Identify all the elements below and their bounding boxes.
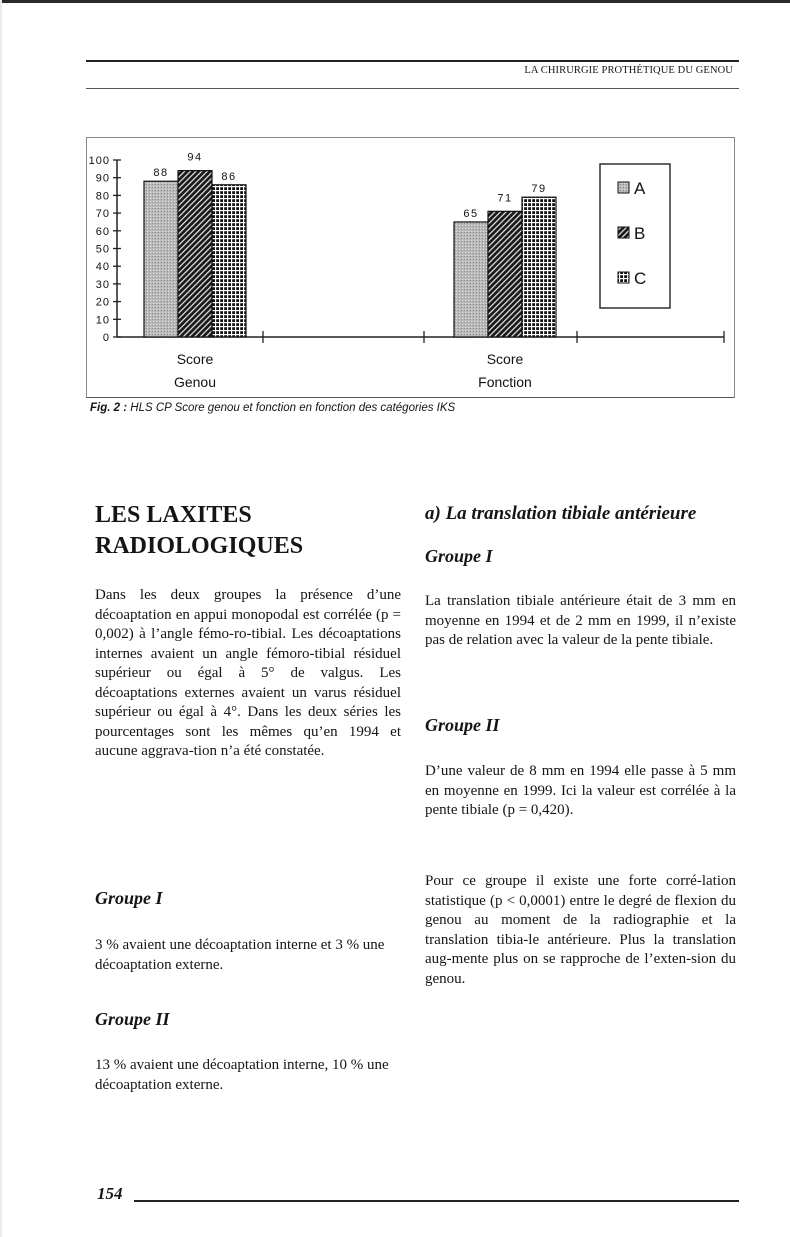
bar-A-1 xyxy=(454,222,488,337)
figure-caption-text: HLS CP Score genou et fonction en fonction des catégories IKS xyxy=(127,402,456,414)
right-group2-block2 xyxy=(425,872,736,989)
svg-text:90: 90 xyxy=(95,172,110,185)
bar-B-0 xyxy=(178,171,212,337)
left-group2-text: 13 % avaient une décoaptation interne, 10 % une décoaptation externe. xyxy=(95,1057,389,1093)
left-group1-title: Groupe I xyxy=(95,888,163,908)
intro-paragraph: Dans les deux groupes la présence d’une décoaptation en appui monopodal est corrélée (p = 0,002) à l’angle fémo-ro-tibial. Les décoaptations internes avaient un angle fémoro-tibial résiduel supérieur ou égal à 5° de valgus. Les décoaptations externes avaient un varus résiduel supérieur ou égal à 4°. Dans les deux séries les pourcentages sont les mêmes qu’en 1994 et aucune aggrava-tion n’a été constatée. xyxy=(95,587,401,759)
svg-text:0: 0 xyxy=(102,332,110,344)
svg-text:79: 79 xyxy=(531,183,547,196)
page-top-border xyxy=(0,0,790,3)
bar-C-1 xyxy=(522,197,556,337)
right-group2-text2: Pour ce groupe il existe une forte corré-lation statistique (p < 0,0001) entre le degré de flexion du genou au moment de la radiographie et la translation tibia-le antérieure. Plus la translation aug-mente plus on se rapproche de l’exten-sion du genou. xyxy=(425,873,736,987)
left-group1-block xyxy=(95,936,401,975)
right-group2-title: Groupe II xyxy=(425,715,500,735)
right-group1-text: La translation tibiale antérieure était de 3 mm en moyenne en 1994 et de 2 mm en 1999, il n’existe pas de relation avec la valeur de la pente tibiale. xyxy=(425,593,736,648)
right-group1-block xyxy=(425,592,736,651)
running-title: LA CHIRURGIE PROTHÉTIQUE DU GENOU xyxy=(524,65,733,76)
svg-text:20: 20 xyxy=(95,296,110,309)
bar-B-1 xyxy=(488,211,522,337)
svg-text:Genou: Genou xyxy=(173,374,217,390)
svg-text:88: 88 xyxy=(153,167,169,180)
svg-text:71: 71 xyxy=(497,192,513,205)
svg-text:30: 30 xyxy=(95,278,110,291)
bar-C-0 xyxy=(212,185,246,337)
section-heading-line1: LES LAXITES xyxy=(95,502,252,528)
svg-text:60: 60 xyxy=(95,225,110,238)
svg-text:Fonction: Fonction xyxy=(478,374,532,390)
right-group2-text: D’une valeur de 8 mm en 1994 elle passe à 5 mm en moyenne en 1999. Ici la valeur est corrélée à la pente tibiale (p = 0,420). xyxy=(425,763,736,818)
svg-text:86: 86 xyxy=(221,170,237,183)
svg-text:80: 80 xyxy=(95,190,110,203)
left-group2-title: Groupe II xyxy=(95,1009,170,1029)
figure-caption-label: Fig. 2 : xyxy=(90,402,128,414)
svg-text:65: 65 xyxy=(463,207,479,220)
intro-paragraph-block xyxy=(95,586,401,762)
right-group2-block xyxy=(425,762,736,821)
svg-text:B: B xyxy=(634,224,646,243)
bar-A-0 xyxy=(144,181,178,337)
left-group1-text: 3 % avaient une décoaptation interne et 3 % une décoaptation externe. xyxy=(95,937,385,973)
svg-text:40: 40 xyxy=(95,261,110,274)
left-group2-block xyxy=(95,1056,401,1095)
svg-text:100: 100 xyxy=(88,155,110,167)
footer-rule xyxy=(134,1200,739,1202)
svg-text:C: C xyxy=(634,269,647,288)
right-group1-title: Groupe I xyxy=(425,546,493,566)
header-rule-thin xyxy=(86,88,739,89)
section-heading xyxy=(95,500,303,562)
figure-chart xyxy=(86,137,735,398)
header-rule xyxy=(86,60,739,62)
svg-text:50: 50 xyxy=(95,243,110,256)
bar-chart xyxy=(87,138,736,399)
page-left-edge xyxy=(0,0,2,1237)
figure-caption xyxy=(90,402,455,414)
subsection-heading: a) La translation tibiale antérieure xyxy=(425,503,697,524)
svg-text:94: 94 xyxy=(187,151,203,164)
svg-text:70: 70 xyxy=(95,208,110,221)
page-number: 154 xyxy=(97,1184,123,1203)
svg-text:Score: Score xyxy=(176,351,214,367)
svg-text:10: 10 xyxy=(95,314,110,327)
svg-text:A: A xyxy=(634,179,646,198)
section-heading-line2: RADIOLOGIQUES xyxy=(95,533,304,559)
svg-text:Score: Score xyxy=(486,351,524,367)
